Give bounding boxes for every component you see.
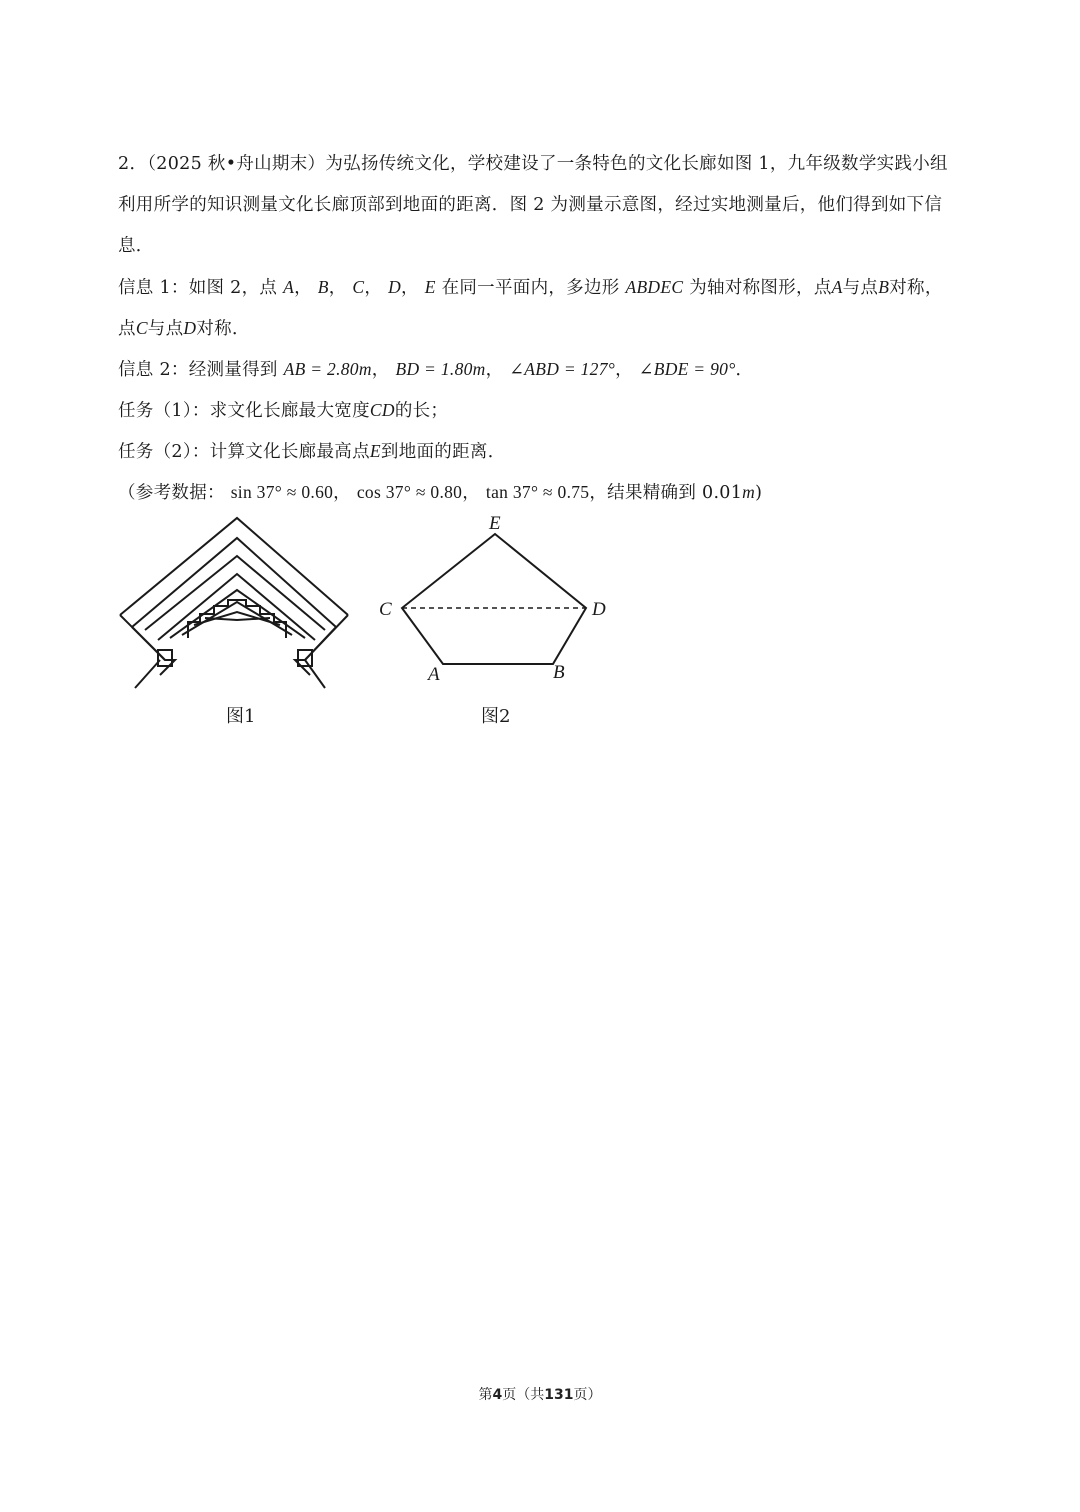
task1-line [118,398,448,423]
info2-label: 信息 2：经测量得到 [118,360,278,380]
task2-e: E [369,441,381,461]
point-b: B [317,277,329,297]
question-number: 2 [118,154,130,174]
footer-suffix: 页） [573,1387,602,1403]
ref-tan: tan 37° ≈ 0.75 [485,482,590,502]
label-d: D [592,599,606,620]
ref-unit: m [742,482,756,502]
ref-cos: cos 37° ≈ 0.80 [356,482,463,502]
info1-line-2 [118,316,250,341]
point-e: E [424,277,436,297]
label-a: A [428,664,440,685]
info2-ab: AB = 2.80m [283,359,372,379]
ref-open: （参考数据： [118,483,225,503]
figure-2-caption: 图2 [481,706,511,727]
question-line-2 [118,193,942,217]
task2-label: 任务（2）：计算文化长廊最高点 [118,442,370,462]
figure-1 [110,510,360,695]
task1-cd: CD [369,400,395,420]
footer-page-total: 131 [544,1387,574,1403]
info1-l2-end: 对称． [196,319,250,339]
reference-line: （参考数据： sin 37° ≈ 0.60， cos 37° ≈ 0.80， tan 37° ≈ 0.75，结果精确到 0.01m) [118,482,763,503]
question-intro-1: 为弘扬传统文化，学校建设了一条特色的文化长廊如图 1，九年级数学实践小组 [325,154,948,174]
question-line-3 [118,234,154,258]
info1-with: 与点 [842,278,879,298]
info1-line-1: 信息 1：如图 2，点 A， B， C， D， E 在同一平面内，多边形 ABDEC 为轴对称图形，点A与点B对称， [118,277,943,298]
page-footer [0,1384,1080,1404]
info2-angle-abd: ∠ABD = 127° [509,359,616,379]
task1-end: 的长； [394,401,449,421]
info1-point-b: B [878,277,890,297]
label-b: B [553,662,565,683]
label-c: C [379,599,392,620]
question-source: 2025 秋•舟山期末 [156,154,308,174]
info1-point-a: A [831,277,843,297]
pentagon-abdec [402,534,586,664]
question-line-1: 2．（2025 秋•舟山期末）为弘扬传统文化，学校建设了一条特色的文化长廊如图 1，九年级数学实践小组 [118,154,948,174]
label-e: E [489,513,501,534]
polygon-name: ABDEC [625,277,684,297]
ref-close: ) [755,483,763,503]
info1-point-d: D [183,318,197,338]
info2-angle-bde: ∠BDE = 90° [638,359,736,379]
ref-sin: sin 37° ≈ 0.60 [230,482,334,502]
question-intro-3: 息． [118,236,154,256]
pentagon-diagram [375,510,625,685]
info2-line: 信息 2：经测量得到 AB = 2.80m， BD = 1.80m， ∠ABD = 127°， ∠BDE = 90°． [118,359,754,380]
info1-label: 信息 1：如图 2，点 [118,278,278,298]
corridor-drawing [110,510,360,695]
task1-label: 任务（1）：求文化长廊最大宽度 [118,401,370,421]
point-d: D [388,277,402,297]
ref-tail: ，结果精确到 0.01 [589,483,743,503]
footer-page-number: 4 [492,1387,503,1403]
info1-l2-with: 与点 [147,319,184,339]
figure-2 [375,510,625,685]
footer-mid: 页（共 [502,1387,545,1403]
task2-end: 到地面的距离． [380,442,506,462]
info1-mid: 在同一平面内，多边形 [441,278,620,298]
point-c: C [352,277,365,297]
footer-prefix: 第 [478,1387,493,1403]
info2-bd: BD = 1.80m [395,359,486,379]
info1-sym: 对称， [889,278,943,298]
task2-line [118,439,506,464]
info1-point-c: C [135,318,148,338]
info1-l2-pre: 点 [118,319,136,339]
info1-tail: 为轴对称图形，点 [689,278,832,298]
point-a: A [283,277,295,297]
figure-1-caption: 图1 [226,706,256,727]
question-intro-2: 利用所学的知识测量文化长廊顶部到地面的距离．图 2 为测量示意图，经过实地测量后，他们得到如下信 [118,195,943,215]
